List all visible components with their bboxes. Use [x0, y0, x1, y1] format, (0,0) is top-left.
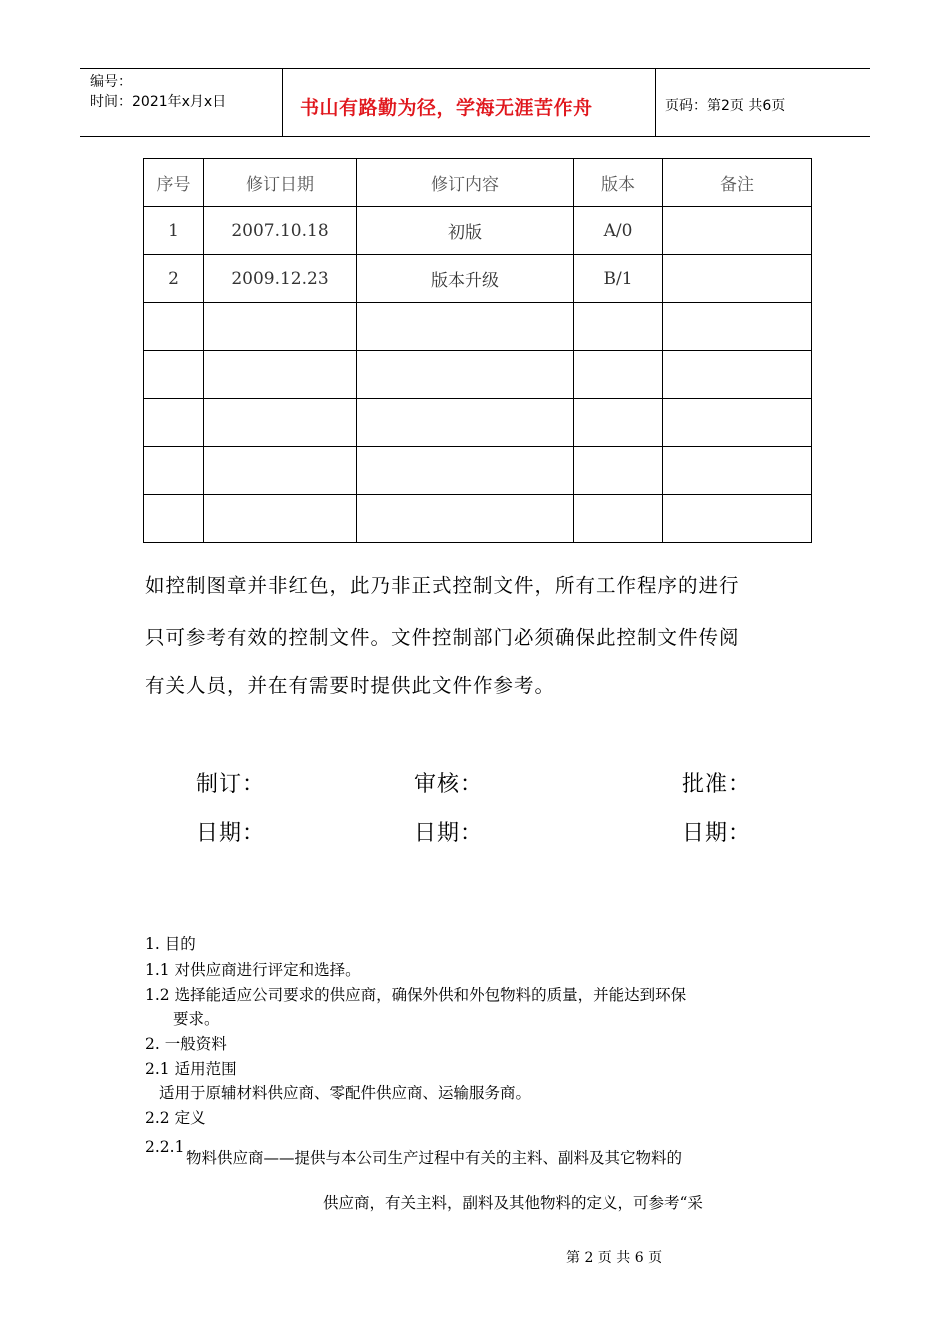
table-row: [144, 495, 812, 543]
table-cell: [574, 399, 663, 447]
table-cell: [144, 447, 204, 495]
section-2-2-1-number: 2.2.1: [145, 1138, 185, 1156]
column-header: 序号: [144, 159, 204, 207]
table-cell: [204, 447, 357, 495]
section-2-1-text: 适用于原辅材料供应商、零配件供应商、运输服务商。: [159, 1084, 532, 1102]
table-cell: [663, 351, 812, 399]
table-cell: [574, 351, 663, 399]
header-motto: 书山有路勤为径，学海无涯苦作舟: [300, 97, 593, 119]
table-cell: 2007.10.18: [204, 207, 357, 255]
section-2-heading: 2. 一般资料: [145, 1035, 227, 1053]
table-cell: [204, 303, 357, 351]
table-cell: [204, 399, 357, 447]
table-row: [144, 351, 812, 399]
header-top-rule: [80, 68, 870, 69]
table-header-row: [144, 159, 812, 207]
table-cell: [357, 447, 574, 495]
table-cell: [204, 495, 357, 543]
table-cell: [663, 447, 812, 495]
section-2-1-heading: 2.1 适用范围: [145, 1060, 237, 1078]
table-cell: [663, 303, 812, 351]
table-cell: [144, 303, 204, 351]
column-header: 修订内容: [357, 159, 574, 207]
table-cell: [574, 303, 663, 351]
section-1-1: 1.1 对供应商进行评定和选择。: [145, 961, 361, 979]
table-cell: [663, 207, 812, 255]
table-cell: [357, 399, 574, 447]
table-cell: [144, 399, 204, 447]
table-cell: 1: [144, 207, 204, 255]
table-row: [144, 399, 812, 447]
table-cell: [663, 495, 812, 543]
column-header: 备注: [663, 159, 812, 207]
column-header: 修订日期: [204, 159, 357, 207]
column-header: 版本: [574, 159, 663, 207]
table-cell: A/0: [574, 207, 663, 255]
table-cell: [204, 351, 357, 399]
section-2-2-1-line-2: 供应商，有关主料，副料及其他物料的定义，可参考“采: [323, 1194, 703, 1212]
section-1-2-line-1: 1.2 选择能适应公司要求的供应商，确保外供和外包物料的质量，并能达到环保: [145, 986, 687, 1004]
header-page-label: 页码：第2页 共6页: [665, 98, 786, 114]
table-cell: [144, 495, 204, 543]
table-cell: [357, 495, 574, 543]
table-cell: [144, 351, 204, 399]
revision-table: [143, 158, 812, 543]
section-2-2-heading: 2.2 定义: [145, 1109, 206, 1127]
table-cell: [574, 495, 663, 543]
header-divider-right: [655, 68, 656, 136]
note-line-1: 如控制图章并非红色，此乃非正式控制文件，所有工作程序的进行: [145, 574, 740, 597]
table-row: [144, 255, 812, 303]
table-cell: [663, 399, 812, 447]
table-cell: [357, 303, 574, 351]
table-row: [144, 207, 812, 255]
signature-date-reviewed: 日期：: [414, 821, 484, 846]
table-cell: 2: [144, 255, 204, 303]
table-cell: 初版: [357, 207, 574, 255]
signature-date-prepared: 日期：: [196, 821, 266, 846]
signature-approved: 批准：: [682, 772, 752, 797]
table-cell: 2009.12.23: [204, 255, 357, 303]
section-1-2-line-2: 要求。: [173, 1010, 220, 1028]
table-cell: [574, 447, 663, 495]
signature-date-approved: 日期：: [682, 821, 752, 846]
header-code-label: 编号：: [90, 74, 132, 90]
signature-reviewed: 审核：: [414, 772, 484, 797]
note-line-2: 只可参考有效的控制文件。文件控制部门必须确保此控制文件传阅: [145, 626, 740, 649]
signature-prepared: 制订：: [196, 772, 266, 797]
note-line-3: 有关人员，并在有需要时提供此文件作参考。: [145, 674, 556, 697]
header-divider-left: [282, 68, 283, 136]
table-cell: 版本升级: [357, 255, 574, 303]
table-row: [144, 303, 812, 351]
table-row: [144, 447, 812, 495]
header-time-label: 时间：2021年x月x日: [90, 94, 227, 110]
table-cell: [357, 351, 574, 399]
table-cell: [663, 255, 812, 303]
header-bottom-rule: [80, 136, 870, 137]
section-1-heading: 1. 目的: [145, 935, 196, 953]
table-cell: B/1: [574, 255, 663, 303]
page-footer: 第 2 页 共 6 页: [566, 1250, 663, 1266]
section-2-2-1-line-1: 物料供应商——提供与本公司生产过程中有关的主料、副料及其它物料的: [186, 1149, 683, 1167]
